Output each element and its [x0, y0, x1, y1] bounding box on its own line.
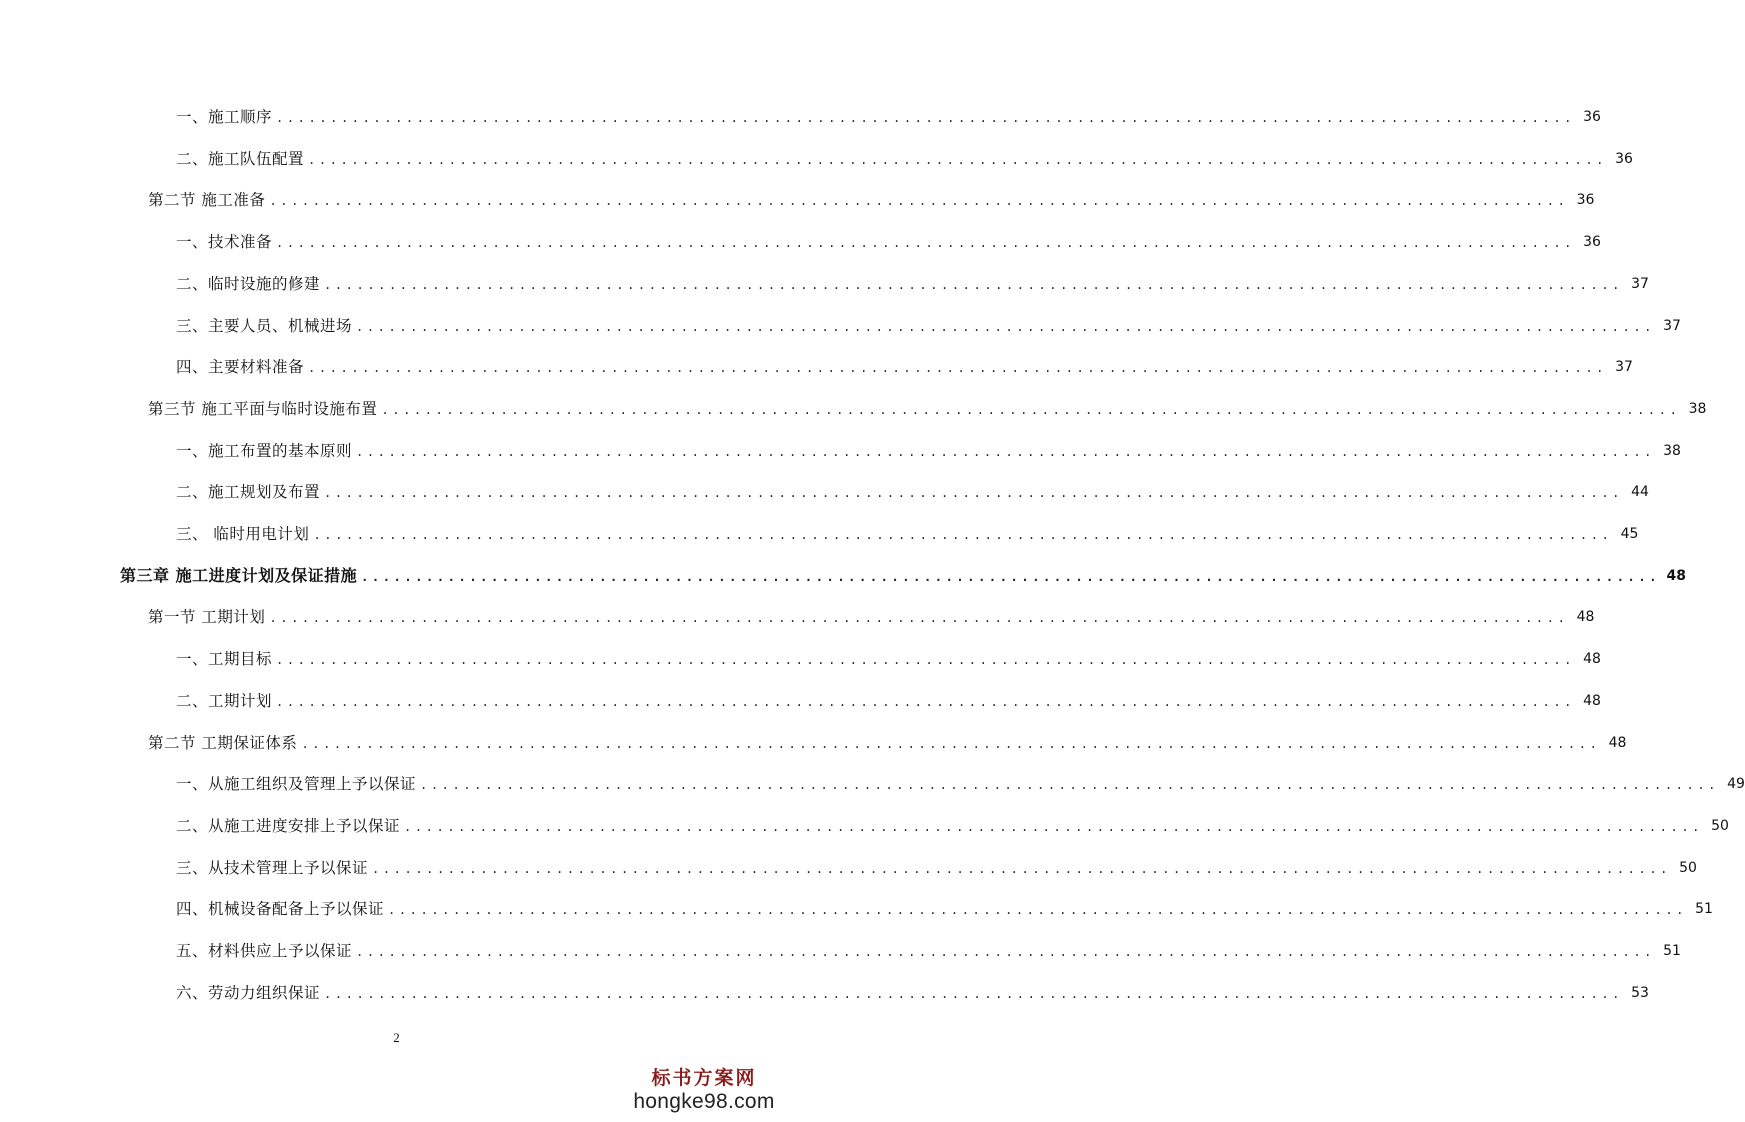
toc-entry-title: 第二节 施工准备 [148, 191, 266, 210]
toc-entry[interactable] [148, 722, 1627, 764]
toc-dot-leader: ........................................................................................................................ [324, 986, 1623, 1001]
toc-dot-leader: ........................................................................................................................ [301, 736, 1601, 751]
toc-entry-title: 一、工期目标 [176, 650, 273, 669]
toc-entry[interactable] [176, 513, 1639, 555]
toc-entry[interactable] [148, 596, 1595, 638]
watermark-logo [629, 1066, 779, 1114]
toc-entry-page: 45 [1620, 526, 1639, 542]
toc-entry-page: 50 [1679, 859, 1697, 876]
toc-dot-leader: ........................................................................................................................ [276, 694, 1575, 709]
toc-entry-page: 37 [1615, 359, 1633, 376]
toc-entry-page: 51 [1695, 901, 1713, 918]
toc-entry-page: 37 [1631, 275, 1649, 292]
toc-entry[interactable] [176, 763, 1745, 805]
toc-entry-title: 一、从施工组织及管理上予以保证 [176, 775, 417, 794]
toc-entry[interactable] [176, 888, 1713, 930]
toc-entry[interactable] [176, 430, 1681, 472]
toc-entry-title: 第二节 工期保证体系 [148, 733, 298, 752]
toc-entry[interactable] [148, 388, 1707, 430]
watermark-cn: 标书方案网 [651, 1067, 757, 1089]
toc-entry-title: 二、施工规划及布置 [176, 483, 321, 502]
toc-entry[interactable] [176, 471, 1649, 513]
toc-entry-title: 第一节 工期计划 [148, 608, 266, 627]
toc-entry-title: 三、从技术管理上予以保证 [176, 858, 369, 877]
toc-dot-leader: ........................................................................................................................ [324, 486, 1623, 501]
toc-entry[interactable] [176, 96, 1601, 138]
toc-entry-title: 一、施工布置的基本原则 [176, 441, 353, 460]
toc-entry-title: 二、施工队伍配置 [176, 149, 305, 168]
toc-entry[interactable] [176, 138, 1633, 180]
toc-dot-leader: ........................................................................................................................ [324, 277, 1623, 292]
toc-entry-page: 36 [1583, 234, 1601, 251]
toc-entry-title: 一、施工顺序 [176, 108, 273, 126]
toc-entry-title: 二、从施工进度安排上予以保证 [176, 816, 401, 835]
toc-dot-leader: ........................................................................................................................ [269, 611, 1569, 626]
toc-entry-page: 48 [1583, 651, 1601, 668]
toc-dot-leader: ........................................................................................................................ [308, 152, 1607, 167]
toc-entry-page: 48 [1666, 567, 1687, 584]
toc-entry-title: 三、 临时用电计划 [176, 525, 310, 543]
toc-dot-leader: ........................................................................................................................ [356, 319, 1655, 334]
toc-entry-page: 50 [1711, 817, 1729, 834]
toc-entry-title: 二、临时设施的修建 [176, 274, 321, 293]
toc-entry-page: 36 [1576, 192, 1595, 209]
toc-dot-leader: ........................................................................................................................ [372, 861, 1671, 876]
toc-dot-leader: ........................................................................................................................ [381, 402, 1681, 417]
watermark-en: hongke98.com [633, 1090, 775, 1113]
toc-entry-page: 49 [1727, 776, 1745, 793]
toc-entry-page: 37 [1663, 317, 1681, 334]
toc-dot-leader: ........................................................................................................................ [276, 111, 1575, 125]
toc-entry[interactable] [176, 263, 1649, 305]
toc-entry[interactable] [176, 221, 1601, 263]
toc-dot-leader: ........................................................................................................................ [308, 361, 1607, 376]
toc-entry-page: 48 [1576, 609, 1595, 626]
toc-entry-page: 36 [1583, 109, 1601, 125]
toc-entry-title: 第三节 施工平面与临时设施布置 [148, 399, 378, 418]
toc-entry-page: 53 [1631, 984, 1649, 1001]
toc-entry[interactable] [176, 847, 1697, 889]
toc-dot-leader: ........................................................................................................................ [356, 444, 1655, 459]
toc-dot-leader: ........................................................................................................................ [356, 945, 1655, 959]
toc-dot-leader: ........................................................................................................................ [276, 236, 1575, 251]
toc-entry[interactable] [176, 305, 1681, 347]
toc-entry-title: 一、技术准备 [176, 233, 273, 252]
toc-entry-page: 38 [1663, 442, 1681, 459]
toc-entry-title: 六、劳动力组织保证 [176, 983, 321, 1002]
toc-entry[interactable] [176, 346, 1633, 388]
toc-dot-leader: ........................................................................................................................ [313, 528, 1613, 542]
toc-entry-title: 第三章 施工进度计划及保证措施 [120, 565, 358, 585]
toc-entry-page: 44 [1631, 484, 1649, 501]
toc-dot-leader: ........................................................................................................................ [388, 903, 1687, 918]
toc-dot-leader: ........................................................................................................................ [420, 778, 1719, 793]
toc-entry-title: 四、机械设备配备上予以保证 [176, 900, 385, 919]
toc-entry-page: 48 [1608, 734, 1627, 751]
toc-dot-leader: ........................................................................................................................ [269, 194, 1569, 209]
toc-entry[interactable] [148, 179, 1595, 221]
toc-entry-page: 48 [1583, 692, 1601, 709]
toc-entry[interactable] [176, 680, 1601, 722]
toc-entry-title: 五、材料供应上予以保证 [176, 942, 353, 960]
toc-entry-title: 三、主要人员、机械进场 [176, 316, 353, 335]
toc-entry-title: 二、工期计划 [176, 691, 273, 710]
toc-entry-title: 四、主要材料准备 [176, 358, 305, 377]
page-number: 2 [393, 1030, 400, 1045]
toc-entry[interactable] [176, 638, 1601, 680]
toc-dot-leader: ........................................................................................................................ [404, 819, 1703, 834]
toc-entry-page: 38 [1688, 400, 1707, 417]
toc-entry[interactable] [120, 555, 1687, 597]
toc-entry[interactable] [176, 930, 1681, 972]
toc-entry-page: 36 [1615, 150, 1633, 167]
toc-entry[interactable] [176, 972, 1649, 1014]
toc-dot-leader: ........................................................................................................................ [276, 653, 1575, 668]
toc-dot-leader: ........................................................................................................................ [361, 569, 1661, 584]
toc-entry[interactable] [176, 805, 1729, 847]
toc-entry-page: 51 [1663, 943, 1681, 959]
